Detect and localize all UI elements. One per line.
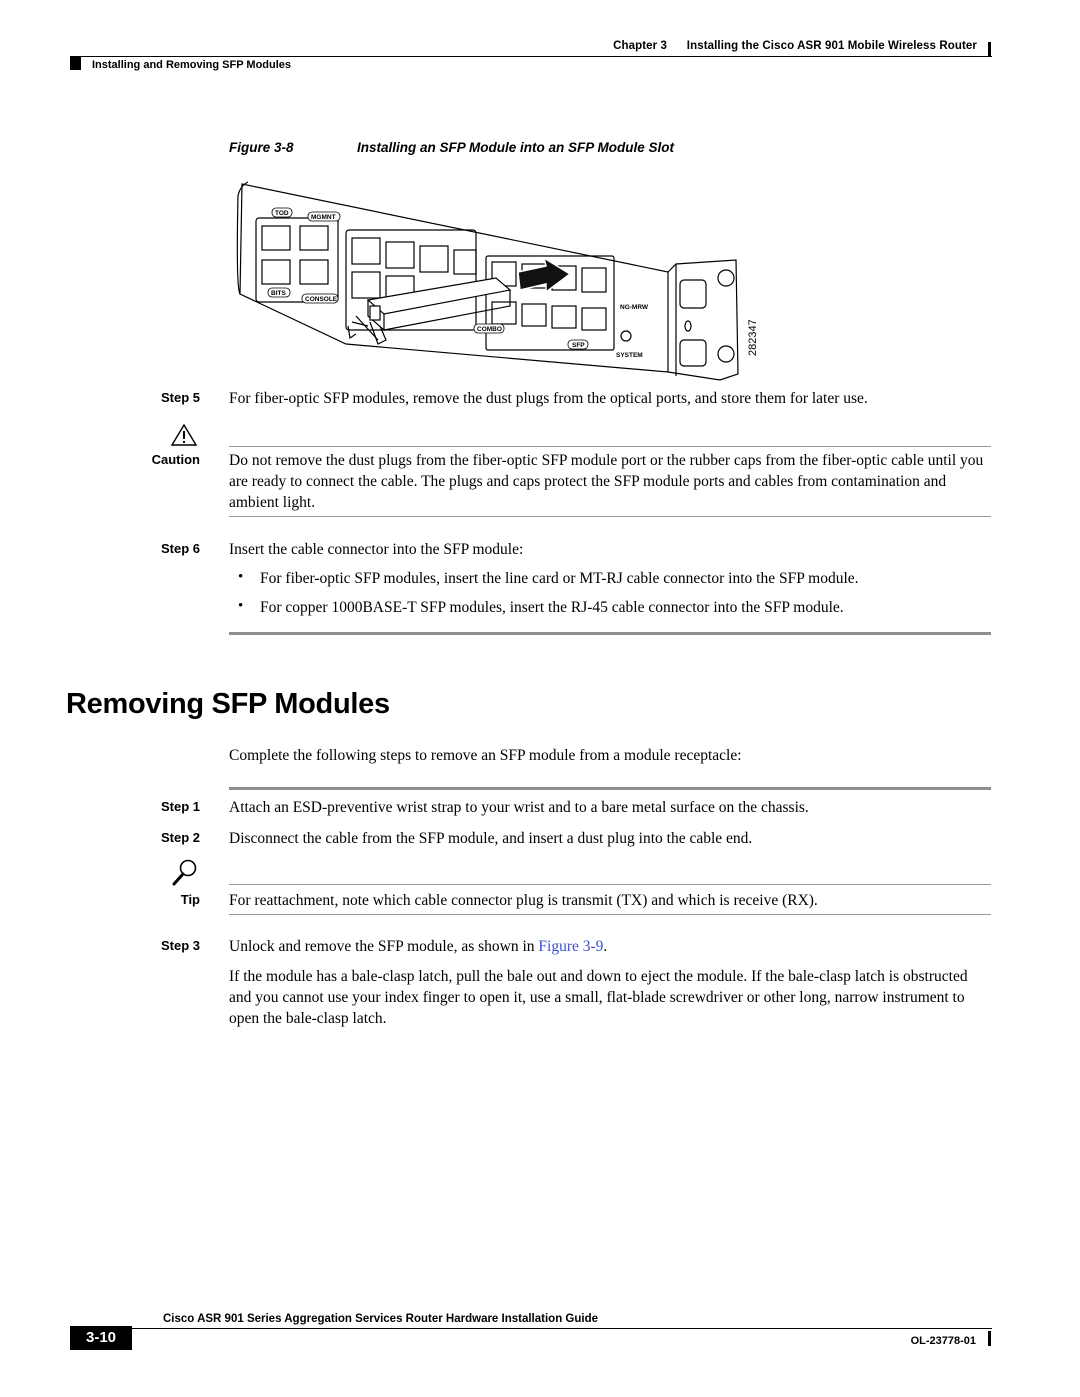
step-6-text: Insert the cable connector into the SFP module: (229, 541, 524, 558)
header-square (70, 56, 81, 70)
figure-title: Installing an SFP Module into an SFP Module Slot (357, 140, 674, 155)
tip-bottom-rule (229, 914, 991, 915)
sfp-installation-figure (228, 176, 768, 382)
steps-end-rule (229, 632, 991, 635)
tip-top-rule (229, 884, 991, 885)
remove-step-3-paragraph: If the module has a bale-clasp latch, pull the bale out and down to eject the module. If the bale-clasp latch is obstructed and you cannot use your index finger to open it, use a small, flat-blade screwdriver or other long, narrow instrument to open the bale-clasp latch. (229, 968, 968, 1027)
remove-step-3-label: Step 3 (160, 938, 200, 953)
figure-label-mgmnt: MGMNT (311, 214, 336, 221)
remove-step-3-text-after: . (603, 938, 608, 955)
doc-number: OL-23778-01 (910, 1335, 976, 1347)
header-section: Installing and Removing SFP Modules (92, 59, 292, 71)
caution-label: Caution (151, 452, 200, 467)
footer-rule (132, 1328, 992, 1329)
header-bar (988, 42, 991, 57)
remove-step-3-text (229, 936, 991, 957)
section-intro: Complete the following steps to remove an SFP module from a module receptacle: (229, 747, 742, 764)
tip-text: For reattachment, note which cable connector plug is transmit (TX) and which is receive (RX). (229, 892, 818, 909)
figure-label-bits: BITS (271, 290, 286, 297)
header-rule (70, 56, 992, 57)
bullet-1-text: For fiber-optic SFP modules, insert the line card or MT-RJ cable connector into the SFP module. (260, 570, 859, 587)
tip-label: Tip (180, 892, 200, 907)
figure-label-combo: COMBO (477, 326, 502, 333)
tip-magnifier-icon (172, 858, 198, 886)
figure-id: 282347 (747, 319, 759, 356)
figure-label: Figure 3-8 (229, 140, 294, 155)
remove-step-2-text: Disconnect the cable from the SFP module, and insert a dust plug into the cable end. (229, 830, 753, 847)
footer-title: Cisco ASR 901 Series Aggregation Services Router Hardware Installation Guide (163, 1313, 599, 1325)
step-5-label: Step 5 (160, 390, 200, 405)
section-heading: Removing SFP Modules (66, 688, 390, 720)
remove-step-2-label: Step 2 (160, 830, 200, 845)
caution-icon (171, 424, 197, 446)
caution-text: Do not remove the dust plugs from the fiber-optic SFP module port or the rubber caps from the fiber-optic cable until you are ready to connect the cable. The plugs and caps protect the SFP module ports and cables from contamination and ambient light. (229, 452, 984, 511)
step-5-text: For fiber-optic SFP modules, remove the dust plugs from the optical ports, and store them for later use. (229, 390, 868, 407)
bullet-1-marker: • (238, 569, 244, 585)
bullet-2-marker: • (238, 598, 244, 614)
figure-3-9-link[interactable]: Figure 3-9 (538, 938, 604, 955)
figure-label-console: CONSOLE (305, 296, 338, 303)
footer-bar (988, 1331, 991, 1346)
remove-step-3-text-before: Unlock and remove the SFP module, as shown in (229, 938, 539, 955)
page-number: 3-10 (70, 1326, 132, 1350)
header-chapter: Chapter 3 Installing the Cisco ASR 901 Mobile Wireless Router (613, 40, 977, 52)
figure-label-system: SYSTEM (616, 352, 643, 359)
caution-bottom-rule (229, 516, 991, 517)
remove-step-1-label: Step 1 (160, 799, 200, 814)
section-steps-rule (229, 787, 991, 790)
bullet-2-text: For copper 1000BASE-T SFP modules, insert the RJ-45 cable connector into the SFP module. (260, 599, 844, 616)
step-6-label: Step 6 (160, 541, 200, 556)
figure-label-ng-mrw: NG-MRW (620, 304, 649, 311)
remove-step-1-text: Attach an ESD-preventive wrist strap to your wrist and to a bare metal surface on the chassis. (229, 799, 809, 816)
figure-label-tod: TOD (275, 210, 289, 217)
caution-top-rule (229, 446, 991, 447)
figure-label-sfp: SFP (572, 342, 585, 349)
